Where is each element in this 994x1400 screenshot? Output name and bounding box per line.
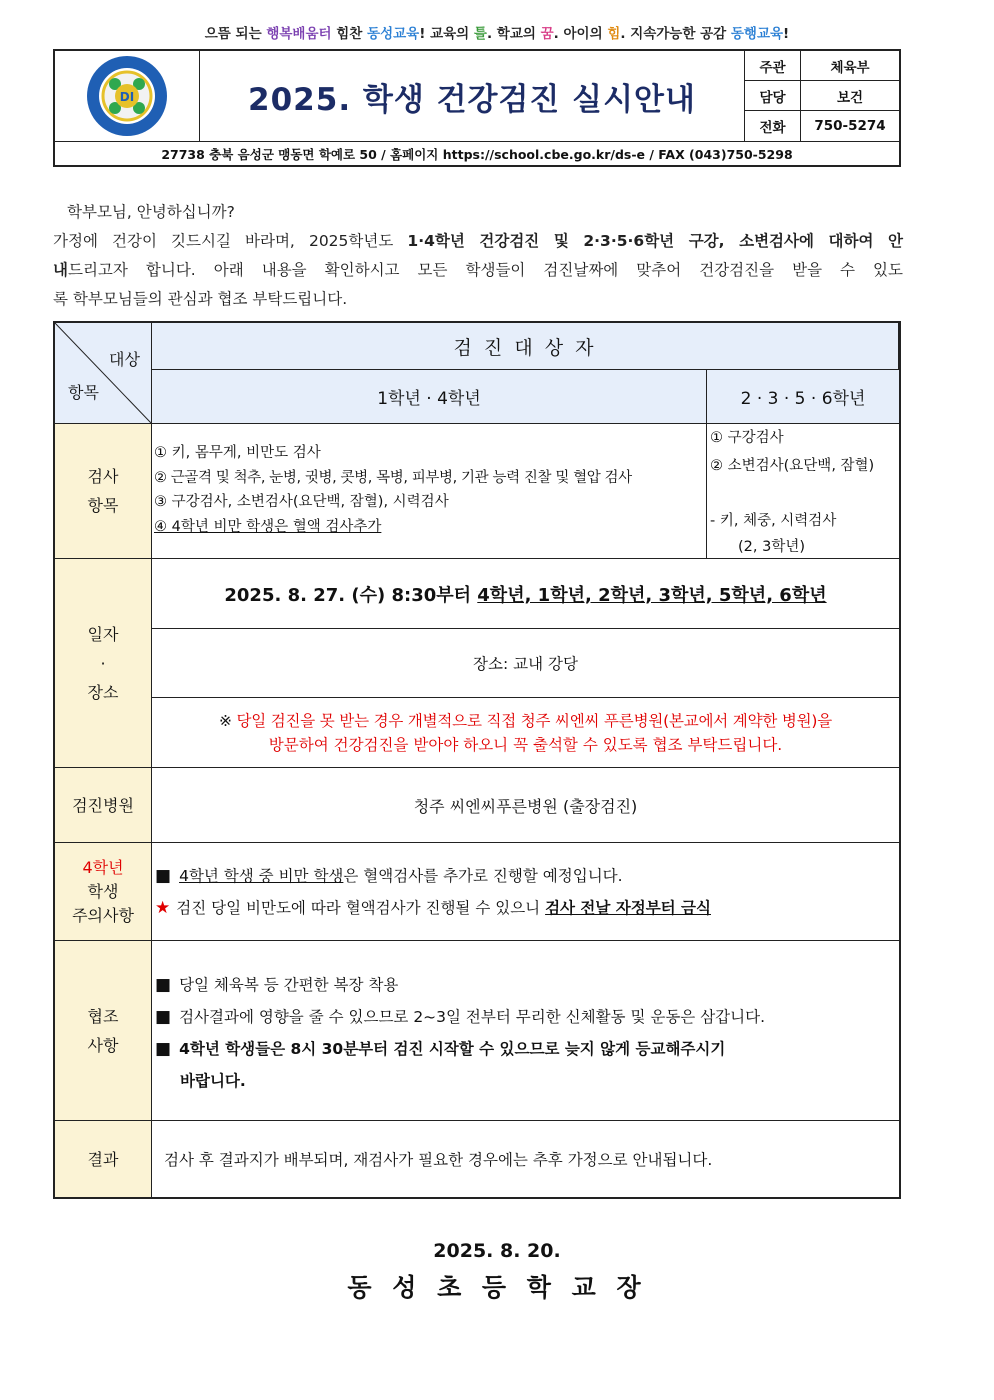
info-value: 보건 bbox=[836, 89, 864, 106]
cooperation-text: 검사결과에 영향을 줄 수 있으므로 2~3일 전부터 무리한 신체활동 및 운동은 삼갑니다. bbox=[179, 1008, 766, 1026]
slogan-part: 행복배움터 bbox=[266, 26, 332, 42]
cooperation-text: 당일 체육복 등 간편한 복장 착용 bbox=[179, 976, 399, 994]
square-bullet-icon: ■ bbox=[155, 1039, 172, 1059]
exam-item: ① 구강검사 bbox=[710, 430, 784, 446]
label-line: 주의사항 bbox=[72, 905, 134, 925]
notice-line bbox=[152, 709, 899, 733]
result-content bbox=[152, 1121, 899, 1197]
square-bullet-icon: ■ bbox=[155, 975, 172, 995]
target-header-text: 검 진 대 상 자 bbox=[453, 336, 597, 359]
intro-text: 에 대하여 안 bbox=[799, 232, 903, 250]
exam-item-list bbox=[707, 424, 899, 560]
exam-place bbox=[152, 629, 899, 698]
info-key: 전화 bbox=[745, 111, 801, 141]
issue-date: 2025. 8. 20. bbox=[433, 1240, 561, 1262]
label-line: 학생 bbox=[87, 881, 119, 901]
grade-order: 4학년, 1학년, 2학년, 3학년, 5학년, 6학년 bbox=[477, 584, 827, 606]
cooperation-text: 4학년 학생들은 8시 30분부터 검진 시작할 수 있으므로 늦지 않게 등교해주시기 bbox=[179, 1040, 726, 1058]
label-line: 4학년 bbox=[82, 857, 124, 877]
slogan-part: 틀 bbox=[473, 26, 487, 42]
cooperation-content bbox=[152, 941, 899, 1121]
slogan-part: ! 교육의 bbox=[419, 26, 474, 42]
greeting: 학부모님, 안녕하십니까? bbox=[67, 203, 235, 221]
exam-item: ② 근골격 및 척추, 눈병, 귓병, 콧병, 목병, 피부병, 기관 능력 진찰 및 혈압 검사 bbox=[154, 469, 632, 486]
exam-items-label bbox=[55, 424, 152, 559]
slogan-part: . 아이의 bbox=[553, 26, 608, 42]
spacer bbox=[710, 480, 899, 508]
slogan-part: . 학교의 bbox=[486, 26, 541, 42]
title-cell bbox=[200, 51, 745, 141]
label-line: 검사 bbox=[87, 467, 119, 486]
grade4-caution-content bbox=[152, 843, 899, 941]
cooperation-item bbox=[155, 1001, 899, 1033]
exam-item-blood-test: ④ 4학년 비만 학생은 혈액 검사추가 bbox=[154, 518, 382, 535]
label-line: 결과 bbox=[87, 1149, 119, 1169]
intro-text: 내 bbox=[53, 261, 68, 279]
caution-text: 4학년 학생 중 비만 학생 bbox=[179, 867, 344, 885]
school-slogan bbox=[0, 22, 994, 42]
slogan-part: 동성교육 bbox=[367, 26, 420, 42]
info-key: 담당 bbox=[745, 81, 801, 110]
schedule-label bbox=[55, 559, 152, 768]
exam-item: ② 소변검사(요단백, 잠혈) bbox=[710, 458, 875, 474]
group-a-text: 1학년 · 4학년 bbox=[377, 389, 481, 409]
logo-mark: DI bbox=[119, 90, 135, 104]
exam-info-table bbox=[53, 321, 901, 1199]
caution-text: 검진 당일 비만도에 따라 혈액검사가 진행될 수 있으니 bbox=[176, 899, 546, 917]
school-emblem-icon bbox=[85, 54, 169, 138]
intro-highlight: 1·4학년 건강검진 및 2·3·5·6학년 구강, 소변검사 bbox=[407, 232, 799, 250]
square-bullet-icon: ■ bbox=[155, 866, 172, 886]
target-header bbox=[152, 323, 899, 370]
corner-top-label: 대상 bbox=[109, 350, 140, 369]
school-address: 27738 충북 음성군 맹동면 학예로 50 / 홈페이지 https://school.cbe.go.kr/ds-e / FAX (043)750-5298 bbox=[55, 141, 899, 165]
notice-header bbox=[53, 49, 901, 167]
result-text: 검사 후 결과지가 배부되며, 재검사가 필요한 경우에는 추후 가정으로 안내됩니다. bbox=[164, 1151, 713, 1169]
star-icon: ★ bbox=[155, 898, 171, 918]
info-value: 750-5274 bbox=[814, 118, 886, 134]
result-label bbox=[55, 1121, 152, 1197]
cooperation-item-cont: 바랍니다. bbox=[180, 1072, 246, 1090]
intro-line bbox=[53, 227, 903, 256]
info-key: 주관 bbox=[745, 51, 801, 80]
exam-item: ① 키, 몸무게, 비만도 검사 bbox=[154, 445, 321, 461]
label-line: 협조 bbox=[87, 1006, 119, 1026]
intro-line bbox=[53, 256, 903, 285]
info-table bbox=[745, 51, 899, 141]
label-line: 일자 bbox=[87, 624, 119, 644]
corner-cell bbox=[55, 323, 152, 424]
notice-mark: ※ bbox=[218, 712, 237, 730]
diagonal-line bbox=[55, 323, 151, 423]
slogan-part: 으뜸 되는 bbox=[204, 26, 267, 42]
hospital-value bbox=[152, 768, 899, 843]
exam-item-list bbox=[152, 424, 706, 539]
caution-line bbox=[155, 892, 899, 924]
group-a-exam-items bbox=[152, 424, 707, 559]
label-line: 항목 bbox=[87, 496, 119, 515]
slogan-part: 힘 bbox=[607, 26, 621, 42]
caution-line bbox=[155, 860, 899, 892]
exam-date bbox=[152, 559, 899, 629]
group-b-header bbox=[707, 370, 899, 424]
hospital-text: 청주 씨엔씨푸른병원 (출장검진) bbox=[413, 796, 638, 816]
school-logo bbox=[55, 51, 200, 141]
group-a-header bbox=[152, 370, 707, 424]
intro-paragraph bbox=[53, 198, 903, 314]
fasting-notice: 검사 전날 자정부터 금식 bbox=[545, 899, 711, 917]
cooperation-item bbox=[155, 969, 899, 1001]
cooperation-item bbox=[155, 1033, 899, 1065]
notice-title: 2025. 학생 건강검진 실시안내 bbox=[248, 81, 696, 118]
intro-line: 록 학부모님들의 관심과 협조 부탁드립니다. bbox=[53, 290, 348, 308]
slogan-part: 힘찬 bbox=[331, 26, 368, 42]
cooperation-label bbox=[55, 941, 152, 1121]
slogan-part: 동행교육 bbox=[730, 26, 784, 42]
exam-item: (2, 3학년) bbox=[738, 539, 805, 555]
hospital-label bbox=[55, 768, 152, 843]
slogan-part: . 지속가능한 공감 bbox=[620, 26, 731, 42]
intro-text: 드리고자 합니다. 아래 내용을 확인하시고 모든 학생들이 검진날짜에 맞추어 건강검진을 받을 수 있도 bbox=[67, 261, 903, 279]
slogan-part: ! bbox=[783, 26, 790, 42]
principal-signature: 동 성 초 등 학 교 장 bbox=[347, 1273, 647, 1302]
exam-item: ③ 구강검사, 소변검사(요단백, 잠혈), 시력검사 bbox=[154, 494, 449, 510]
absence-notice bbox=[152, 698, 899, 768]
info-row bbox=[745, 111, 899, 141]
info-row bbox=[745, 51, 899, 81]
place-text: 장소: 교내 강당 bbox=[473, 655, 578, 673]
group-b-text: 2 · 3 · 5 · 6학년 bbox=[740, 389, 866, 409]
square-bullet-icon: ■ bbox=[155, 1007, 172, 1027]
date-text: 2025. 8. 27. (수) 8:30부터 bbox=[224, 584, 478, 606]
corner-bottom-label: 항목 bbox=[68, 383, 99, 402]
exam-item: - 키, 체중, 시력검사 bbox=[710, 513, 837, 529]
grade4-caution-label bbox=[55, 843, 152, 941]
label-line: · bbox=[100, 653, 106, 673]
notice-text: 당일 검진을 못 받는 경우 개별적으로 직접 청주 씨엔씨 푸른병원(본교에서 계약한 병원)을 bbox=[236, 712, 833, 730]
slogan-part: 꿈 bbox=[540, 26, 554, 42]
info-row bbox=[745, 81, 899, 111]
group-b-exam-items bbox=[707, 424, 899, 559]
caution-text: 은 혈액검사를 추가로 진행할 예정입니다. bbox=[343, 867, 623, 885]
notice-line: 방문하여 건강검진을 받아야 하오니 꼭 출석할 수 있도록 협조 부탁드립니다. bbox=[268, 736, 783, 754]
label-line: 검진병원 bbox=[72, 795, 134, 815]
label-line: 사항 bbox=[87, 1035, 119, 1055]
info-value: 체육부 bbox=[830, 59, 870, 76]
intro-text: 가정에 건강이 깃드시길 바라며, 2025학년도 bbox=[53, 232, 408, 250]
label-line: 장소 bbox=[87, 682, 119, 702]
